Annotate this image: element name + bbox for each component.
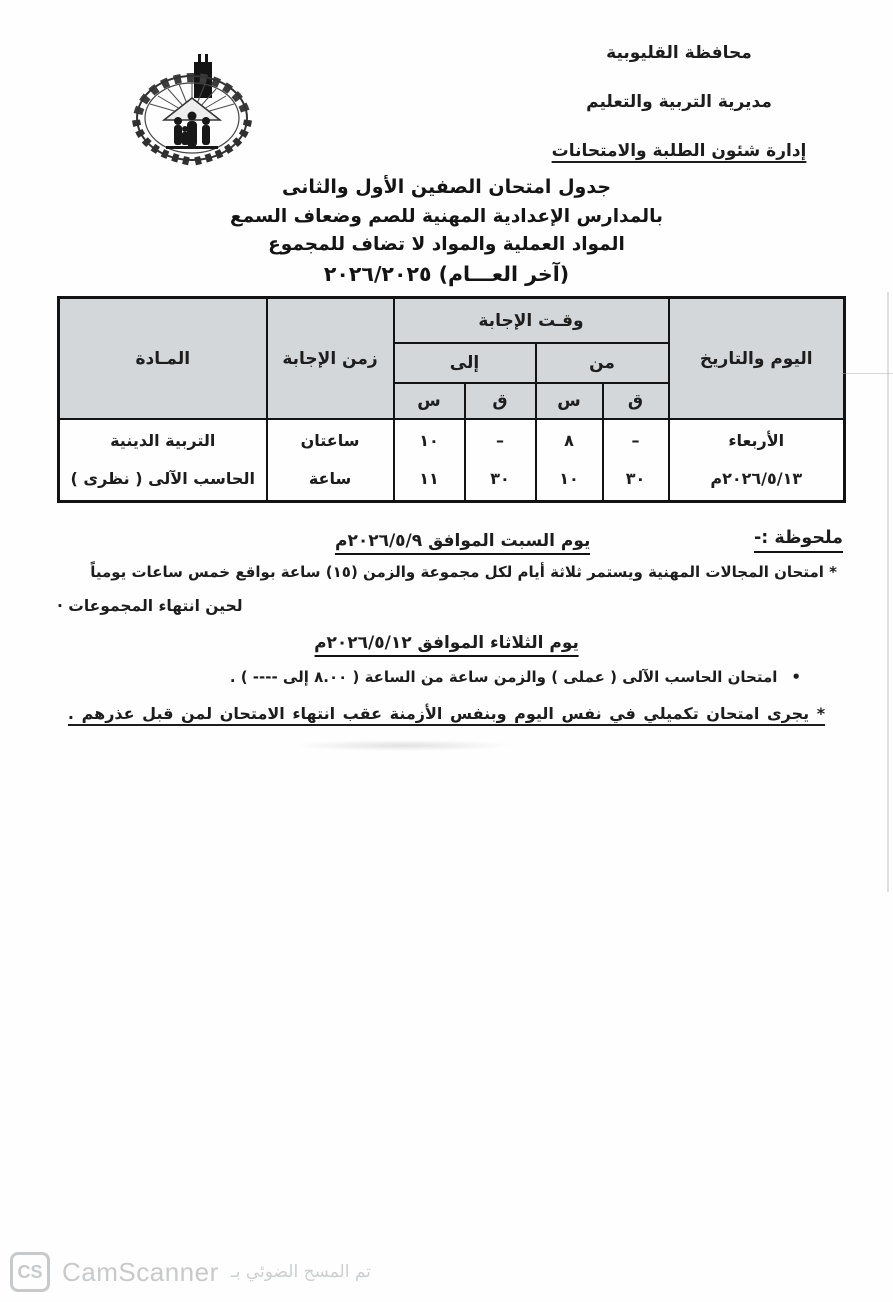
col-header-from-minutes: ق: [603, 383, 669, 419]
cell-to-hours: [394, 419, 465, 502]
col-header-duration: زمن الإجابة: [267, 298, 394, 420]
camscanner-icon: CS: [10, 1252, 50, 1292]
from-minutes-2: ٣٠: [625, 469, 646, 488]
saturday-heading: يوم السبت الموافق ٢٠٢٦/٥/٩م: [335, 531, 590, 555]
camscanner-watermark: [10, 1252, 371, 1292]
note1-line2: لحين انتهاء المجموعات ·: [57, 597, 243, 615]
cell-from-hours: [536, 419, 603, 502]
note2-line: [230, 668, 801, 686]
col-header-from-hours: س: [536, 383, 603, 419]
title-line-1: جدول امتحان الصفين الأول والثانى: [281, 176, 612, 198]
col-header-to-hours: س: [394, 383, 465, 419]
note3-supplementary-exam: * يجرى امتحان تكميلي في نفس اليوم وبنفس الأزمنة عقب انتهاء الامتحان لمن قبل عذرهم .: [67, 704, 826, 723]
document-title: [0, 176, 893, 286]
gov-header: [509, 42, 849, 189]
from-minutes-1: –: [631, 431, 640, 450]
cell-duration: [267, 419, 394, 502]
col-header-subject: المـادة: [59, 298, 267, 420]
to-minutes-2: ٣٠: [490, 469, 510, 488]
subject-1: التربية الدينية: [110, 431, 216, 450]
governorate-name: محافظة القليوبية: [606, 43, 752, 63]
col-header-to: إلى: [394, 343, 536, 383]
day-value: الأربعاء: [728, 431, 785, 450]
subject-2: الحاسب الآلى ( نظرى ): [70, 469, 255, 488]
to-minutes-1: –: [496, 431, 504, 450]
ministry-education-emblem-icon: [116, 54, 270, 172]
camscanner-brand: CamScanner: [62, 1256, 219, 1287]
to-hours-1: ١٠: [419, 431, 439, 450]
title-line-3: المواد العملية والمواد لا تضاف للمجموع: [268, 234, 625, 255]
note-label: ملحوظة :-: [754, 528, 843, 553]
exam-schedule-table: [57, 296, 846, 503]
from-hours-2: ١٠: [559, 469, 579, 488]
scan-smudge: [295, 740, 510, 751]
scanned-with-text: تم المسح الضوئي بـ: [230, 1262, 371, 1282]
bullet-icon: •: [791, 668, 801, 686]
scan-mark: [841, 373, 893, 374]
title-line-4-school-year: (آخر العـــام) ٢٠٢٦/٢٠٢٥: [323, 262, 570, 286]
tuesday-heading: يوم الثلاثاء الموافق ٢٠٢٦/٥/١٢م: [314, 633, 579, 657]
cell-day-date: [669, 419, 845, 502]
date-value: ٢٠٢٦/٥/١٣م: [710, 469, 803, 488]
table-row: [59, 419, 845, 502]
col-header-from: من: [536, 343, 669, 383]
col-header-answer-time: وقـت الإجابة: [394, 298, 669, 344]
scan-edge-line: [887, 292, 889, 892]
department-name: إدارة شئون الطلبة والامتحانات: [551, 141, 807, 161]
title-line-2: بالمدارس الإعدادية المهنية للصم وضعاف السمع: [230, 206, 663, 227]
cell-to-minutes: [465, 419, 536, 502]
cell-subject: [59, 419, 267, 502]
to-hours-2: ١١: [419, 469, 439, 488]
duration-2: ساعة: [308, 469, 352, 488]
note2-text: امتحان الحاسب الآلى ( عملى ) والزمن ساعة من الساعة ( ٨.٠٠ إلى ---- ) .: [229, 668, 778, 686]
cell-from-minutes: [603, 419, 669, 502]
from-hours-1: ٨: [564, 431, 574, 450]
duration-1: ساعتان: [300, 431, 360, 450]
col-header-to-minutes: ق: [465, 383, 536, 419]
note1-line1: * امتحان المجالات المهنية ويستمر ثلاثة أيام لكل مجموعة والزمن (١٥) ساعة بواقع خمس ساعات يومياً: [90, 563, 837, 581]
col-header-day-date: اليوم والتاريخ: [669, 298, 845, 420]
directorate-name: مديرية التربية والتعليم: [586, 92, 772, 112]
